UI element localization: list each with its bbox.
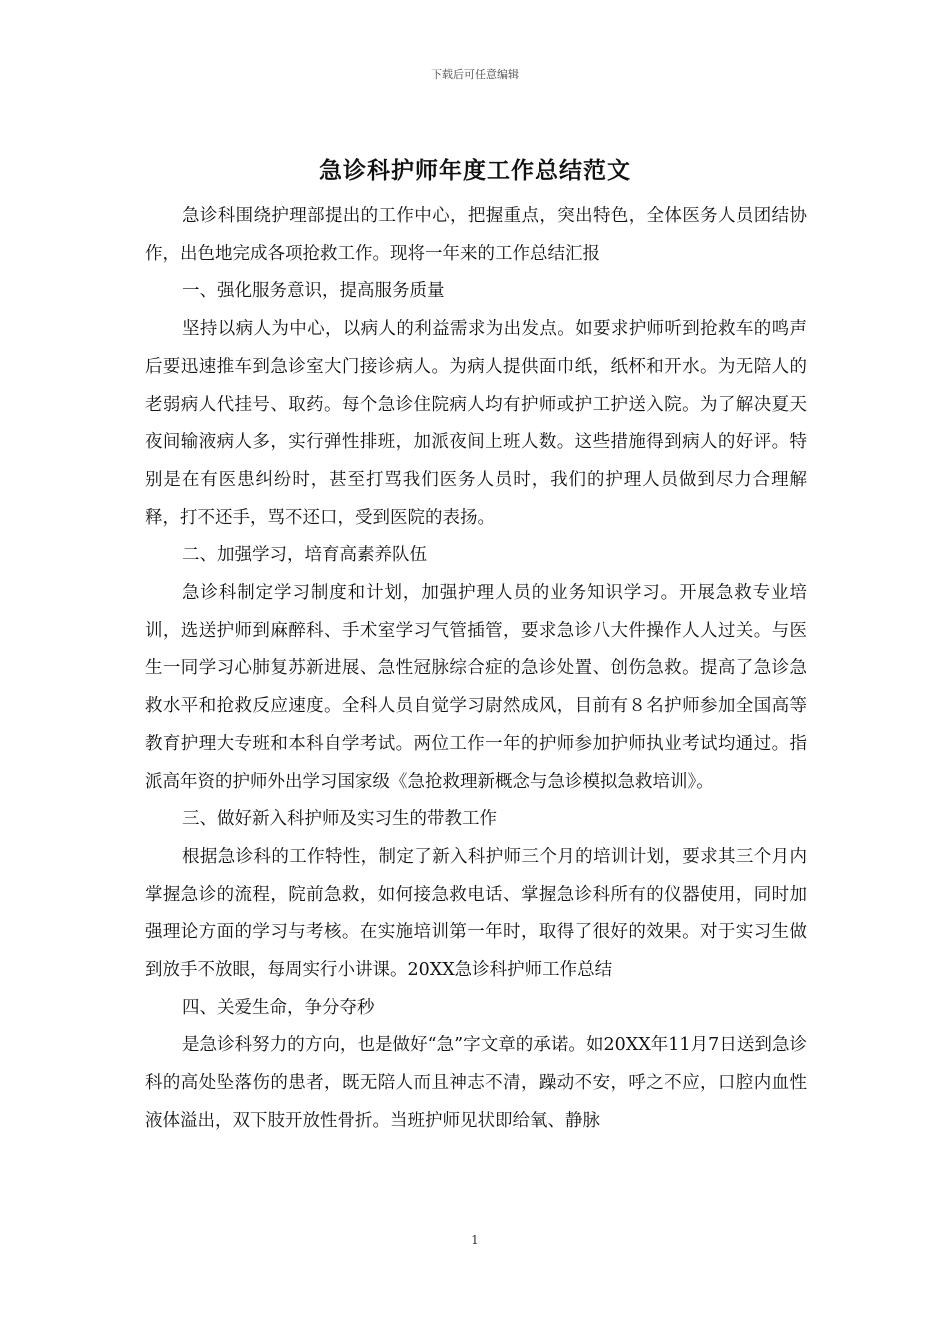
section-heading-1: 一、强化服务意识，提高服务质量: [182, 281, 445, 302]
intro-paragraph: 急诊科围绕护理部提出的工作中心，把握重点，突出特色，全体医务人员团结协作，出色地完成各项抢救工作。现将一年来的工作总结汇报: [145, 206, 807, 264]
page-header-note: 下载后可任意编辑: [431, 68, 519, 81]
section-heading-4: 四、关爱生命，争分夺秒: [182, 997, 375, 1018]
section-heading-2: 二、加强学习，培育高素养队伍: [182, 545, 427, 566]
page-number: 1: [471, 1233, 479, 1247]
section-paragraph-1: 坚持以病人为中心，以病人的利益需求为出发点。如要求护师听到抢救车的鸣声后要迅速推车到急诊室大门接诊病人。为病人提供面巾纸，纸杯和开水。为无陪人的老弱病人代挂号、取药。每个急诊住院病人均有护师或护工护送入院。为了解决夏天夜间输液病人多，实行弹性排班，加派夜间上班人数。这些措施得到病人的好评。特别是在有医患纠纷时，甚至打骂我们医务人员时，我们的护理人员做到尽力合理解释，打不还手，骂不还口，受到医院的表扬。: [145, 319, 807, 528]
section-heading-3: 三、做好新入科护师及实习生的带教工作: [182, 809, 497, 830]
section-paragraph-4: 是急诊科努力的方向，也是做好“急”字文章的承诺。如20XX年11月7日送到急诊科的高处坠落伤的患者，既无陪人而且神志不清，躁动不安，呼之不应，口腔内血性液体溢出，双下肢开放性骨折。当班护师见状即给氧、静脉: [145, 1035, 807, 1131]
document-body: [145, 198, 807, 1141]
section-paragraph-2: 急诊科制定学习制度和计划，加强护理人员的业务知识学习。开展急救专业培训，选送护师到麻醉科、手术室学习气管插管，要求急诊八大件操作人人过关。与医生一同学习心肺复苏新进展、急性冠脉综合症的急诊处置、创伤急救。提高了急诊急救水平和抢救反应速度。全科人员自觉学习尉然成风，目前有８名护师参加全国高等教育护理大专班和本科自学考试。两位工作一年的护师参加护师执业考试均通过。指派高年资的护师外出学习国家级《急抢救理新概念与急诊模拟急救培训》。: [145, 583, 807, 792]
section-paragraph-3: 根据急诊科的工作特性，制定了新入科护师三个月的培训计划，要求其三个月内掌握急诊的流程，院前急救，如何接急救电话、掌握急诊科所有的仪器使用，同时加强理论方面的学习与考核。在实施培训第一年时，取得了很好的效果。对于实习生做到放手不放眼，每周实行小讲课。20XX急诊科护师工作总结: [145, 846, 807, 981]
document-title: 急诊科护师年度工作总结范文: [319, 157, 631, 184]
